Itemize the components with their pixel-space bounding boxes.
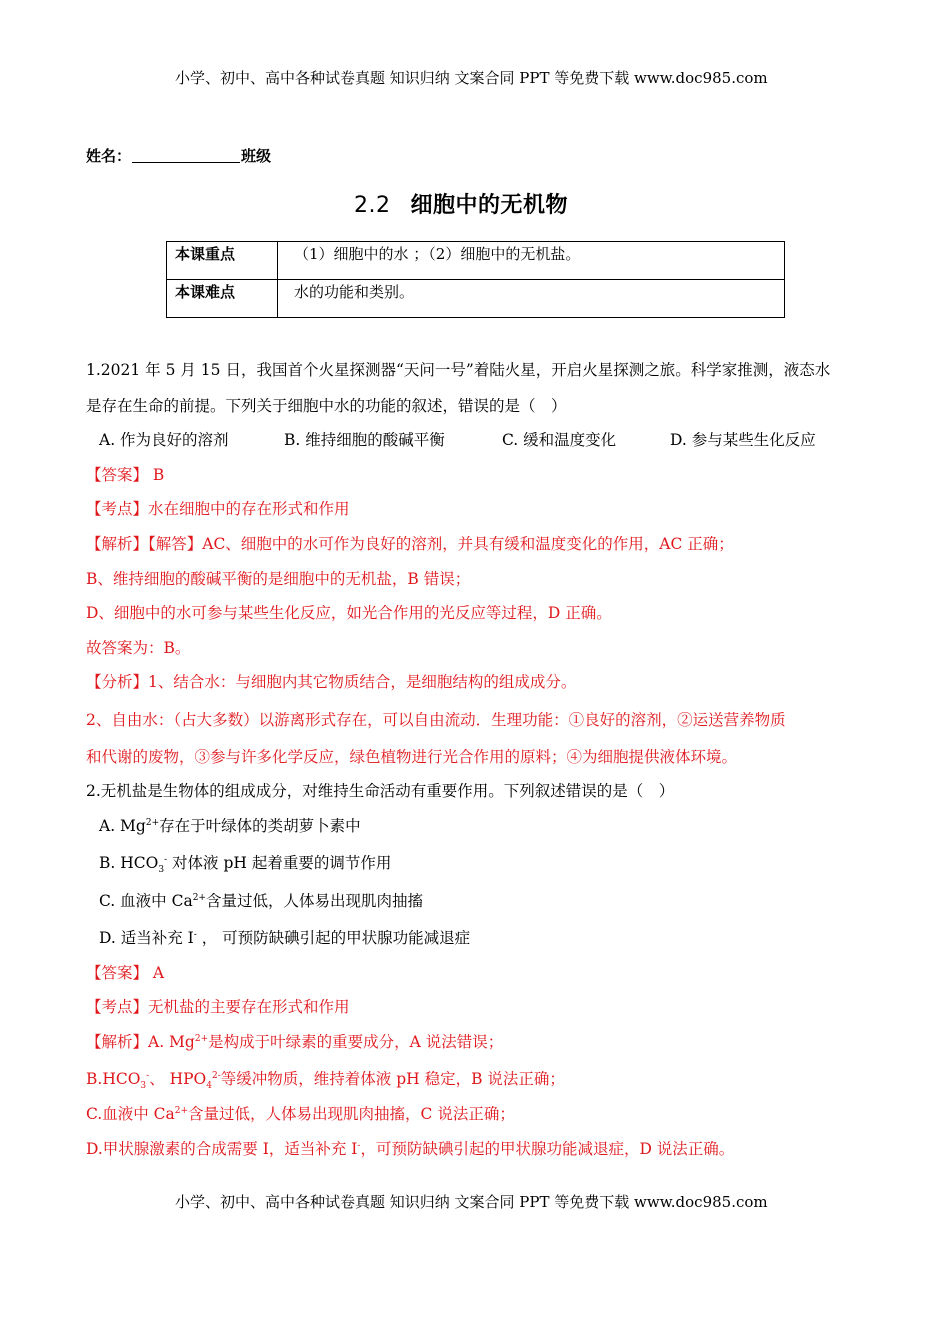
name-blank [132, 148, 240, 163]
page-header: 小学、初中、高中各种试卷真题 知识归纳 文案合同 PPT 等免费下载 www.doc985.com [175, 69, 768, 87]
q2-stem: 2.无机盐是生物体的组成成分，对维持生命活动有重要作用。下列叙述错误的是（ ） [86, 782, 675, 800]
q1-analysis-line: 【解析】【解答】AC、细胞中的水可作为良好的溶剂，并具有缓和温度变化的作用，AC 正确； [86, 535, 734, 553]
page-title [354, 188, 568, 219]
focus-value: （1）细胞中的水 ；（2）细胞中的无机盐。 [278, 242, 785, 280]
name-label: 姓名： [86, 147, 132, 165]
student-info [86, 145, 271, 166]
q2-explanation-d: D.甲状腺激素的合成需要 I，适当补充 I-，可预防缺碘引起的甲状腺功能减退症，D 说法正确。 [86, 1140, 735, 1158]
q2-option-d: D. 适当补充 I- ， 可预防缺碘引起的甲状腺功能减退症 [99, 929, 471, 947]
q1-analysis-line: 2、自由水：（占大多数）以游离形式存在，可以自由流动．生理功能：①良好的溶剂，②运送营养物质 [86, 711, 786, 729]
q1-analysis-line: 故答案为：B。 [86, 639, 191, 657]
title-text: 细胞中的无机物 [410, 193, 569, 218]
q1-answer: 【答案】 B [86, 466, 165, 484]
page-footer: 小学、初中、高中各种试卷真题 知识归纳 文案合同 PPT 等免费下载 www.doc985.com [175, 1193, 768, 1211]
table-row [167, 242, 785, 280]
q2-explanation-b: $B.HCO_3^-$、 $HPO_4^{2-}$等缓冲物质，维持着体液 pH 稳定，B 说法正确； [86, 1070, 565, 1092]
q1-option-c: C. 缓和温度变化 [502, 431, 617, 449]
difficulty-label: 本课难点 [167, 280, 278, 318]
q2-option-a: A. $Mg^{2+}$存在于叶绿体的类胡萝卜素中 [99, 817, 361, 835]
q2-answer: 【答案】 A [86, 964, 165, 982]
key-points-table [166, 241, 785, 318]
q1-option-d: D. 参与某些生化反应 [670, 431, 816, 449]
q2-option-c: C. 血液中 $Ca^{2+}$含量过低，人体易出现肌肉抽搐 [99, 892, 423, 910]
q1-topic: 【考点】水在细胞中的存在形式和作用 [86, 500, 350, 518]
q1-stem-line2: 是存在生命的前提。下列关于细胞中水的功能的叙述，错误的是（ ） [86, 397, 567, 415]
difficulty-value: 水的功能和类别。 [278, 280, 785, 318]
q2-explanation-a: 【解析】A. $Mg^{2+}$是构成于叶绿素的重要成分，A 说法错误； [86, 1033, 504, 1051]
title-number: 2.2 [354, 193, 391, 218]
q1-option-a: A. 作为良好的溶剂 [99, 431, 229, 449]
q1-analysis-line: 和代谢的废物，③参与许多化学反应，绿色植物进行光合作用的原料；④为细胞提供液体环境。 [86, 748, 738, 766]
q1-analysis-line: D、细胞中的水可参与某些生化反应，如光合作用的光反应等过程，D 正确。 [86, 604, 612, 622]
q1-analysis-line: B、维持细胞的酸碱平衡的是细胞中的无机盐，B 错误； [86, 570, 471, 588]
q2-explanation-c: C.血液中 $Ca^{2+}$含量过低，人体易出现肌肉抽搐，C 说法正确； [86, 1105, 515, 1123]
q1-analysis-line: 【分析】1、结合水：与细胞内其它物质结合，是细胞结构的组成成分。 [86, 673, 577, 691]
q2-topic: 【考点】无机盐的主要存在形式和作用 [86, 998, 350, 1016]
table-row [167, 280, 785, 318]
class-label: 班级 [241, 147, 272, 165]
q2-option-b: B. $HCO_3^-$ 对体液 pH 起着重要的调节作用 [99, 854, 392, 876]
focus-label: 本课重点 [167, 242, 278, 280]
q1-option-b: B. 维持细胞的酸碱平衡 [284, 431, 445, 449]
q1-stem-line1: 1.2021 年 5 月 15 日，我国首个火星探测器“天问一号”着陆火星，开启火星探测之旅。科学家推测，液态水 [86, 361, 831, 379]
